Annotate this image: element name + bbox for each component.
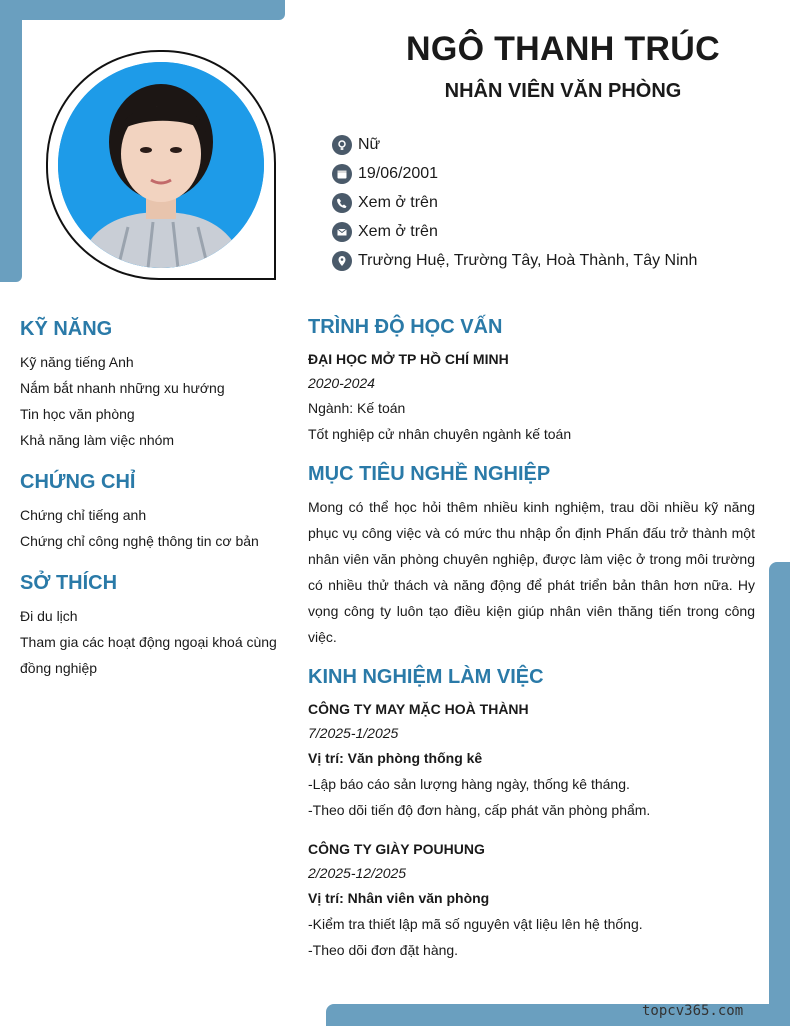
calendar-icon [332,164,352,184]
job-period: 2/2025-12/2025 [308,865,407,881]
certificates-section [20,471,290,554]
experience-section [308,666,755,963]
contact-birthday-text: 19/06/2001 [358,164,439,182]
job-company: CÔNG TY MAY MẶC HOÀ THÀNH [308,701,529,717]
contact-address [332,246,697,275]
email-icon [332,222,352,242]
experience-heading: KINH NGHIỆM LÀM VIỆC [308,666,544,688]
hobbies-heading: SỞ THÍCH [20,572,118,594]
contact-email [332,217,697,246]
job-duty: -Kiểm tra thiết lập mã số nguyên vật liệu lên hệ thống. [308,916,643,932]
skill-item: Nắm bắt nhanh những xu hướng [20,380,225,396]
contact-phone [332,188,697,217]
contact-address-text: Trường Huệ, Trường Tây, Hoà Thành, Tây Ninh [358,251,698,269]
job-duty: -Lập báo cáo sản lượng hàng ngày, thống kê tháng. [308,776,630,792]
objective-heading: MỤC TIÊU NGHỀ NGHIỆP [308,463,551,485]
right-column [308,316,755,979]
decor-bar-left [0,0,22,282]
skills-heading: KỸ NĂNG [20,318,113,340]
phone-icon [332,193,352,213]
skill-item: Tin học văn phòng [20,406,135,422]
school-name: ĐẠI HỌC MỞ TP HỒ CHÍ MINH [308,351,509,367]
contact-list [332,130,697,275]
hobbies-section [20,572,290,681]
contact-phone-text: Xem ở trên [358,193,438,211]
gender-icon [332,135,352,155]
contact-birthday [332,159,697,188]
job-duty: -Theo dõi tiến độ đơn hàng, cấp phát văn phòng phẩm. [308,802,651,818]
certificate-item: Chứng chỉ công nghệ thông tin cơ bản [20,533,259,549]
education-period: 2020-2024 [308,375,375,391]
location-icon [332,251,352,271]
hobby-item: Tham gia các hoạt động ngoại khoá cùng đồng nghiệp [20,634,277,676]
decor-bar-top [0,0,285,20]
objective-section [308,463,755,650]
candidate-name: NGÔ THANH TRÚC [406,30,720,68]
education-major: Ngành: Kế toán [308,400,406,416]
skill-item: Kỹ năng tiếng Anh [20,354,134,370]
contact-email-text: Xem ở trên [358,222,438,240]
job-position: Vị trí: Văn phòng thống kê [308,750,483,766]
candidate-role: NHÂN VIÊN VĂN PHÒNG [444,80,682,102]
education-heading: TRÌNH ĐỘ HỌC VẤN [308,316,503,338]
contact-gender [332,130,697,159]
decor-bar-right [769,562,790,1026]
certificate-item: Chứng chỉ tiếng anh [20,507,147,523]
hobby-item: Đi du lịch [20,608,78,624]
education-section [308,316,755,447]
job-company: CÔNG TY GIÀY POUHUNG [308,841,485,857]
contact-gender-text: Nữ [358,135,381,153]
photo-frame [46,50,276,280]
job-position: Vị trí: Nhân viên văn phòng [308,890,490,906]
job-entry [308,697,755,823]
skills-section [20,318,290,453]
job-duty: -Theo dõi đơn đặt hàng. [308,942,459,958]
objective-text: Mong có thể học hỏi thêm nhiều kinh nghiệm, trau dồi nhiều kỹ năng phục vụ công việc và có mức thu nhập ổn định Phấn đấu trở thành một nhân viên văn phòng chuyên nghiệp, được làm việc ở trong môi trường có nhiều thử thách và năng động để phát triển bản thân hơn nữa. Hy vọng công ty luôn tạo điều kiện giúp nhân viên thăng tiến trong công việc. [308,499,755,645]
skill-item: Khả năng làm việc nhóm [20,432,175,448]
job-entry [308,837,755,963]
job-period: 7/2025-1/2025 [308,725,399,741]
education-note: Tốt nghiệp cử nhân chuyên ngành kế toán [308,426,572,442]
left-column [20,318,290,699]
certificates-heading: CHỨNG CHỈ [20,471,136,493]
profile-photo [58,62,264,268]
watermark: topcv365.com [642,1003,744,1019]
